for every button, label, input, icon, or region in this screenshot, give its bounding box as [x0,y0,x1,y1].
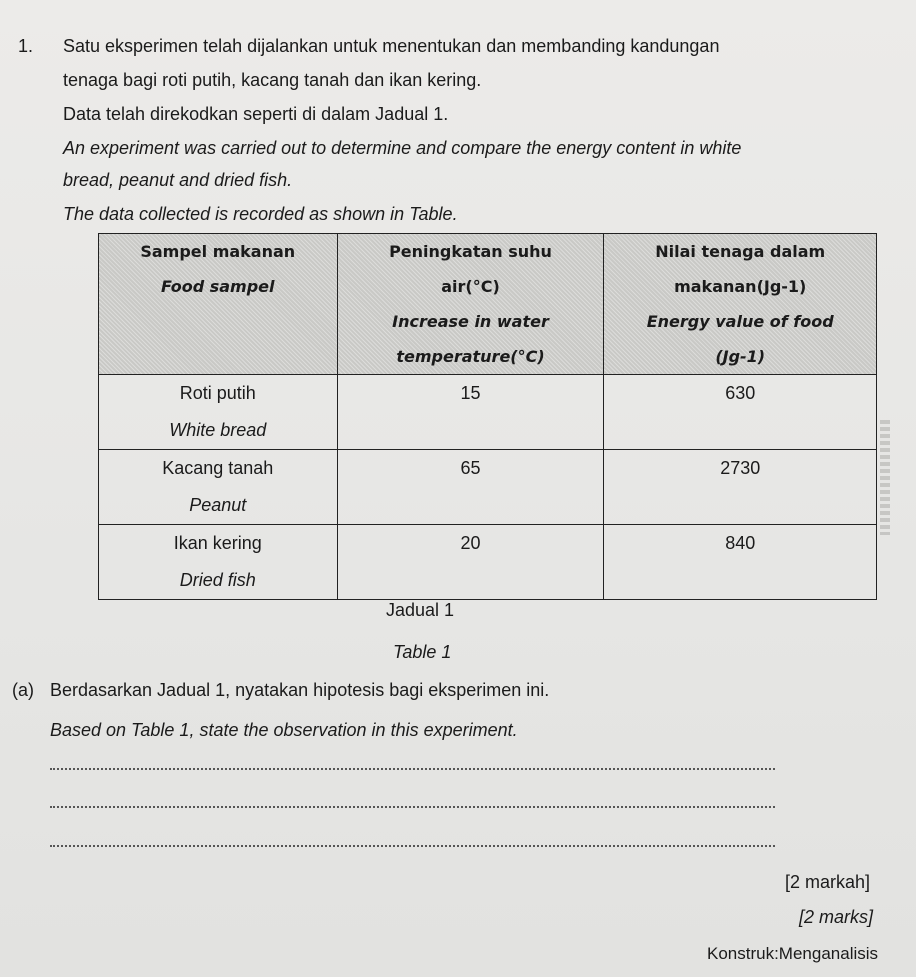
intro-en-line-1: An experiment was carried out to determine and compare the energy content in white [63,138,742,158]
food-name-ms: Roti putih [179,383,256,403]
answer-line-3[interactable] [50,845,775,847]
row-food-cell [99,450,338,525]
header-energy-ms-2: makanan(Jg-1) [674,277,807,296]
row-energy-cell [604,375,877,450]
header-energy-ms-1: Nilai tenaga dalam [655,242,826,261]
table-row [99,450,877,525]
food-name-en: Peanut [189,495,247,515]
energy-value: 630 [725,383,756,403]
intro-en-line-2: bread, peanut and dried fish. [63,170,293,190]
binding-edge-mark [880,420,890,535]
header-temp-ms-2: air(°C) [441,277,500,296]
header-temp-en-1: Increase in water [392,312,549,331]
header-temp-en-2: temperature(°C) [396,347,545,366]
header-temp-increase [337,234,604,375]
row-temp-cell [337,450,604,525]
temp-value: 20 [460,533,481,553]
food-name-en: White bread [169,420,267,440]
part-a-label: (a) [12,680,34,700]
energy-value: 2730 [720,458,761,478]
energy-value: 840 [725,533,756,553]
header-energy-en-1: Energy value of food [646,312,834,331]
table-caption-en: Table 1 [393,642,452,662]
row-energy-cell [604,525,877,600]
intro-ms-line-1: Satu eksperimen telah dijalankan untuk menentukan dan membanding kandungan [63,36,720,56]
part-a-prompt-ms: Berdasarkan Jadual 1, nyatakan hipotesis bagi eksperimen ini. [50,680,550,700]
row-energy-cell [604,450,877,525]
construct-label: Konstruk:Menganalisis [707,944,879,963]
header-food-sample-ms: Sampel makanan [140,242,296,261]
food-name-ms: Kacang tanah [162,458,274,478]
header-energy-en-2: (Jg-1) [715,347,766,366]
marks-en: [2 marks] [799,907,874,927]
temp-value: 65 [460,458,481,478]
header-food-sample [99,234,338,375]
answer-line-1[interactable] [50,768,775,770]
question-number: 1. [18,36,34,56]
intro-ms-line-3: Data telah direkodkan seperti di dalam Jadual 1. [63,104,449,124]
header-food-sample-en: Food sampel [161,277,275,296]
intro-en-line-3: The data collected is recorded as shown in Table. [63,204,458,224]
header-temp-ms-1: Peningkatan suhu [389,242,552,261]
answer-line-2[interactable] [50,806,775,808]
table-row [99,525,877,600]
row-temp-cell [337,375,604,450]
row-food-cell [99,525,338,600]
temp-value: 15 [460,383,481,403]
table-row [99,375,877,450]
food-name-en: Dried fish [179,570,256,590]
marks-ms: [2 markah] [785,872,871,892]
energy-data-table [98,233,877,600]
part-a-prompt-en: Based on Table 1, state the observation in this experiment. [50,720,518,740]
intro-ms-line-2: tenaga bagi roti putih, kacang tanah dan ikan kering. [63,70,482,90]
header-energy-value [604,234,877,375]
row-temp-cell [337,525,604,600]
row-food-cell [99,375,338,450]
table-caption-ms: Jadual 1 [386,600,455,620]
table-header-row [99,234,877,375]
food-name-ms: Ikan kering [173,533,262,553]
